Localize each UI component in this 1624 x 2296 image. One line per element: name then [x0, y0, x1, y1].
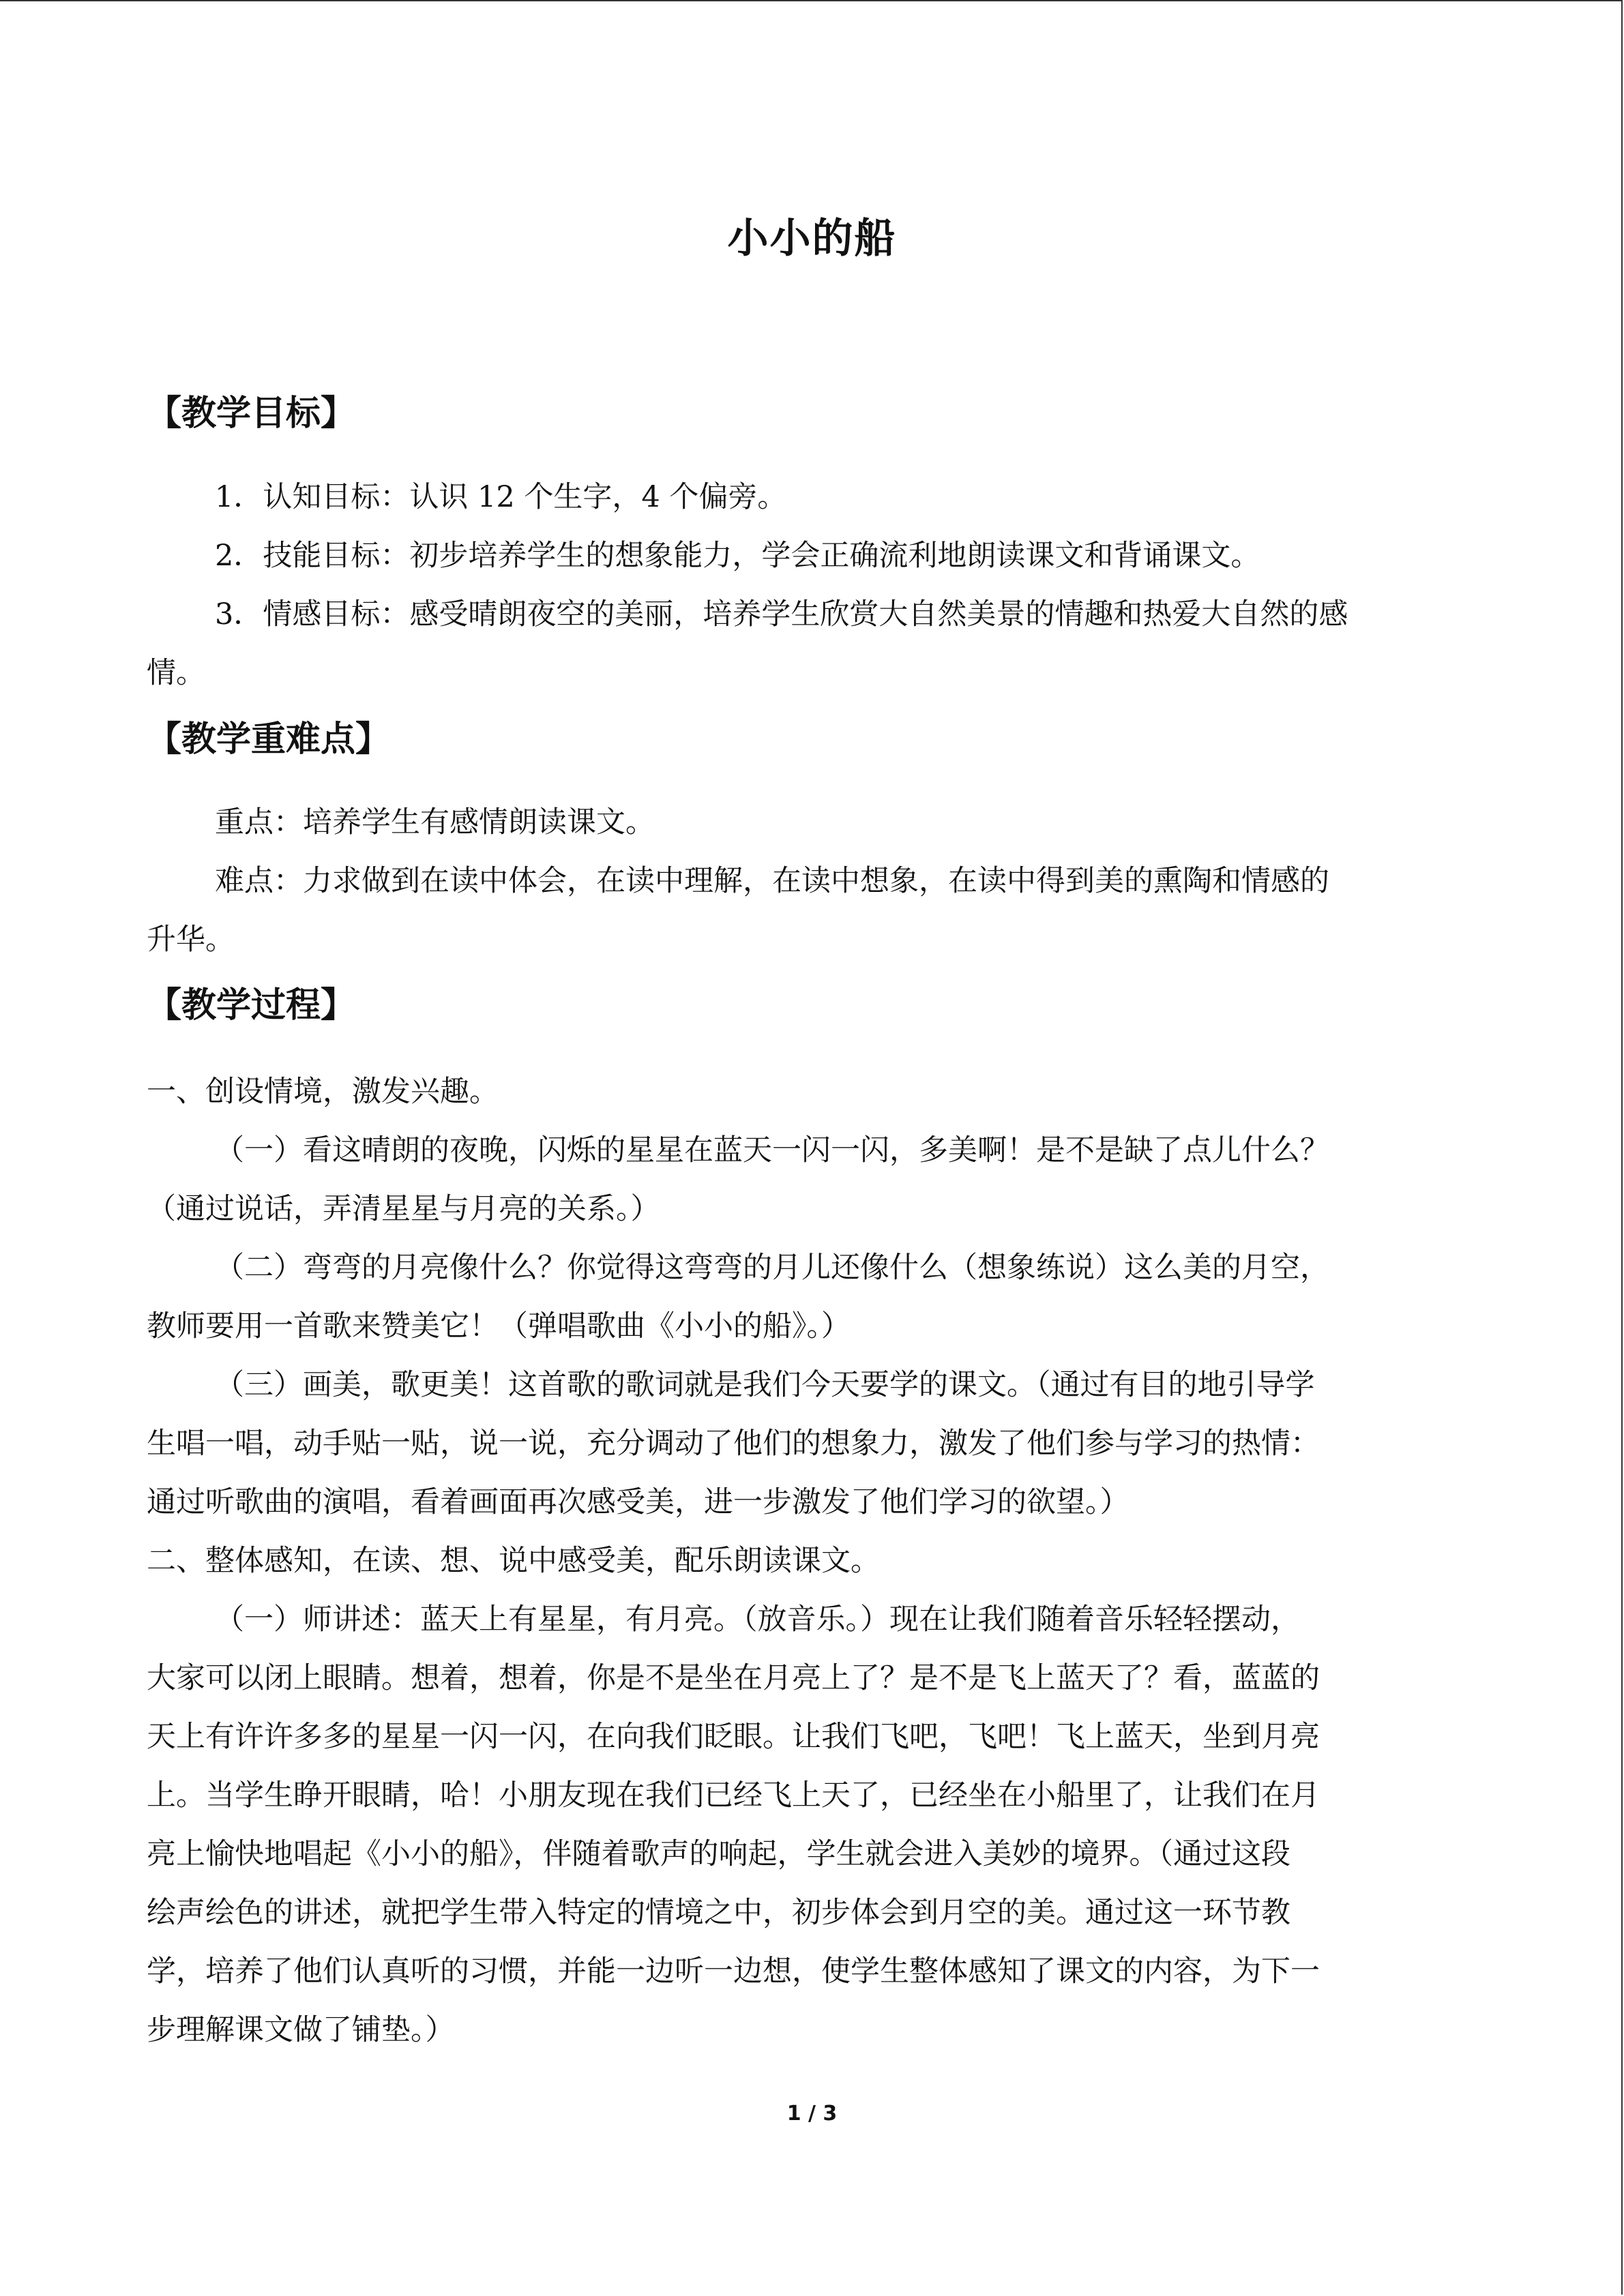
process-line: （三）画美，歌更美！这首歌的歌词就是我们今天要学的课文。（通过有目的地引导学	[215, 1368, 1315, 1402]
objective-line-2: 2．技能目标：初步培养学生的想象能力，学会正确流利地朗读课文和背诵课文。	[215, 539, 1260, 573]
process-line: 教师要用一首歌来赞美它！（弹唱歌曲《小小的船》。）	[147, 1309, 851, 1343]
process-line: 生唱一唱，动手贴一贴，说一说，充分调动了他们的想象力，激发了他们参与学习的热情：	[147, 1427, 1320, 1461]
section-heading-process: 【教学过程】	[147, 985, 356, 1026]
process-line: （一）师讲述：蓝天上有星星，有月亮。（放音乐。）现在让我们随着音乐轻轻摆动，	[215, 1602, 1300, 1637]
process-line: 天上有许许多多的星星一闪一闪，在向我们眨眼。让我们飞吧，飞吧！飞上蓝天，坐到月亮	[147, 1720, 1320, 1754]
section-heading-key-points: 【教学重难点】	[147, 719, 391, 760]
key-point-line-1: 重点：培养学生有感情朗读课文。	[215, 805, 655, 839]
objective-line-3-cont: 情。	[147, 656, 205, 690]
objective-line-1: 1．认知目标：认识 12 个生字，4 个偏旁。	[215, 480, 787, 514]
process-line: 大家可以闭上眼睛。想着，想着，你是不是坐在月亮上了？是不是飞上蓝天了？看，蓝蓝的	[147, 1661, 1320, 1695]
process-step-2-heading: 二、整体感知，在读、想、说中感受美，配乐朗读课文。	[147, 1544, 880, 1578]
key-point-line-2-cont: 升华。	[147, 923, 235, 957]
process-line: （二）弯弯的月亮像什么？你觉得这弯弯的月儿还像什么（想象练说）这么美的月空，	[215, 1251, 1329, 1285]
objective-line-3: 3．情感目标：感受晴朗夜空的美丽，培养学生欣赏大自然美景的情趣和热爱大自然的感	[215, 597, 1348, 631]
page-number: 1 / 3	[786, 2102, 838, 2126]
document-title: 小小的船	[727, 215, 897, 263]
key-point-line-2: 难点：力求做到在读中体会，在读中理解，在读中想象，在读中得到美的熏陶和情感的	[215, 864, 1329, 898]
process-line: （一）看这晴朗的夜晚，闪烁的星星在蓝天一闪一闪，多美啊！是不是缺了点儿什么？	[215, 1133, 1329, 1167]
section-heading-objectives: 【教学目标】	[147, 393, 356, 434]
process-line: （通过说话，弄清星星与月亮的关系。）	[147, 1192, 660, 1226]
process-line: 步理解课文做了铺垫。）	[147, 2013, 455, 2047]
process-line: 上。当学生睁开眼睛，哈！小朋友现在我们已经飞上天了，已经坐在小船里了，让我们在月	[147, 1778, 1320, 1813]
process-line: 通过听歌曲的演唱，看着画面再次感受美，进一步激发了他们学习的欲望。）	[147, 1485, 1130, 1519]
process-line: 亮上愉快地唱起《小小的船》，伴随着歌声的响起，学生就会进入美妙的境界。（通过这段	[147, 1837, 1290, 1871]
process-line: 绘声绘色的讲述，就把学生带入特定的情境之中，初步体会到月空的美。通过这一环节教	[147, 1896, 1290, 1930]
process-line: 学，培养了他们认真听的习惯，并能一边听一边想，使学生整体感知了课文的内容，为下一	[147, 1954, 1320, 1988]
process-step-1-heading: 一、创设情境，激发兴趣。	[147, 1075, 499, 1109]
